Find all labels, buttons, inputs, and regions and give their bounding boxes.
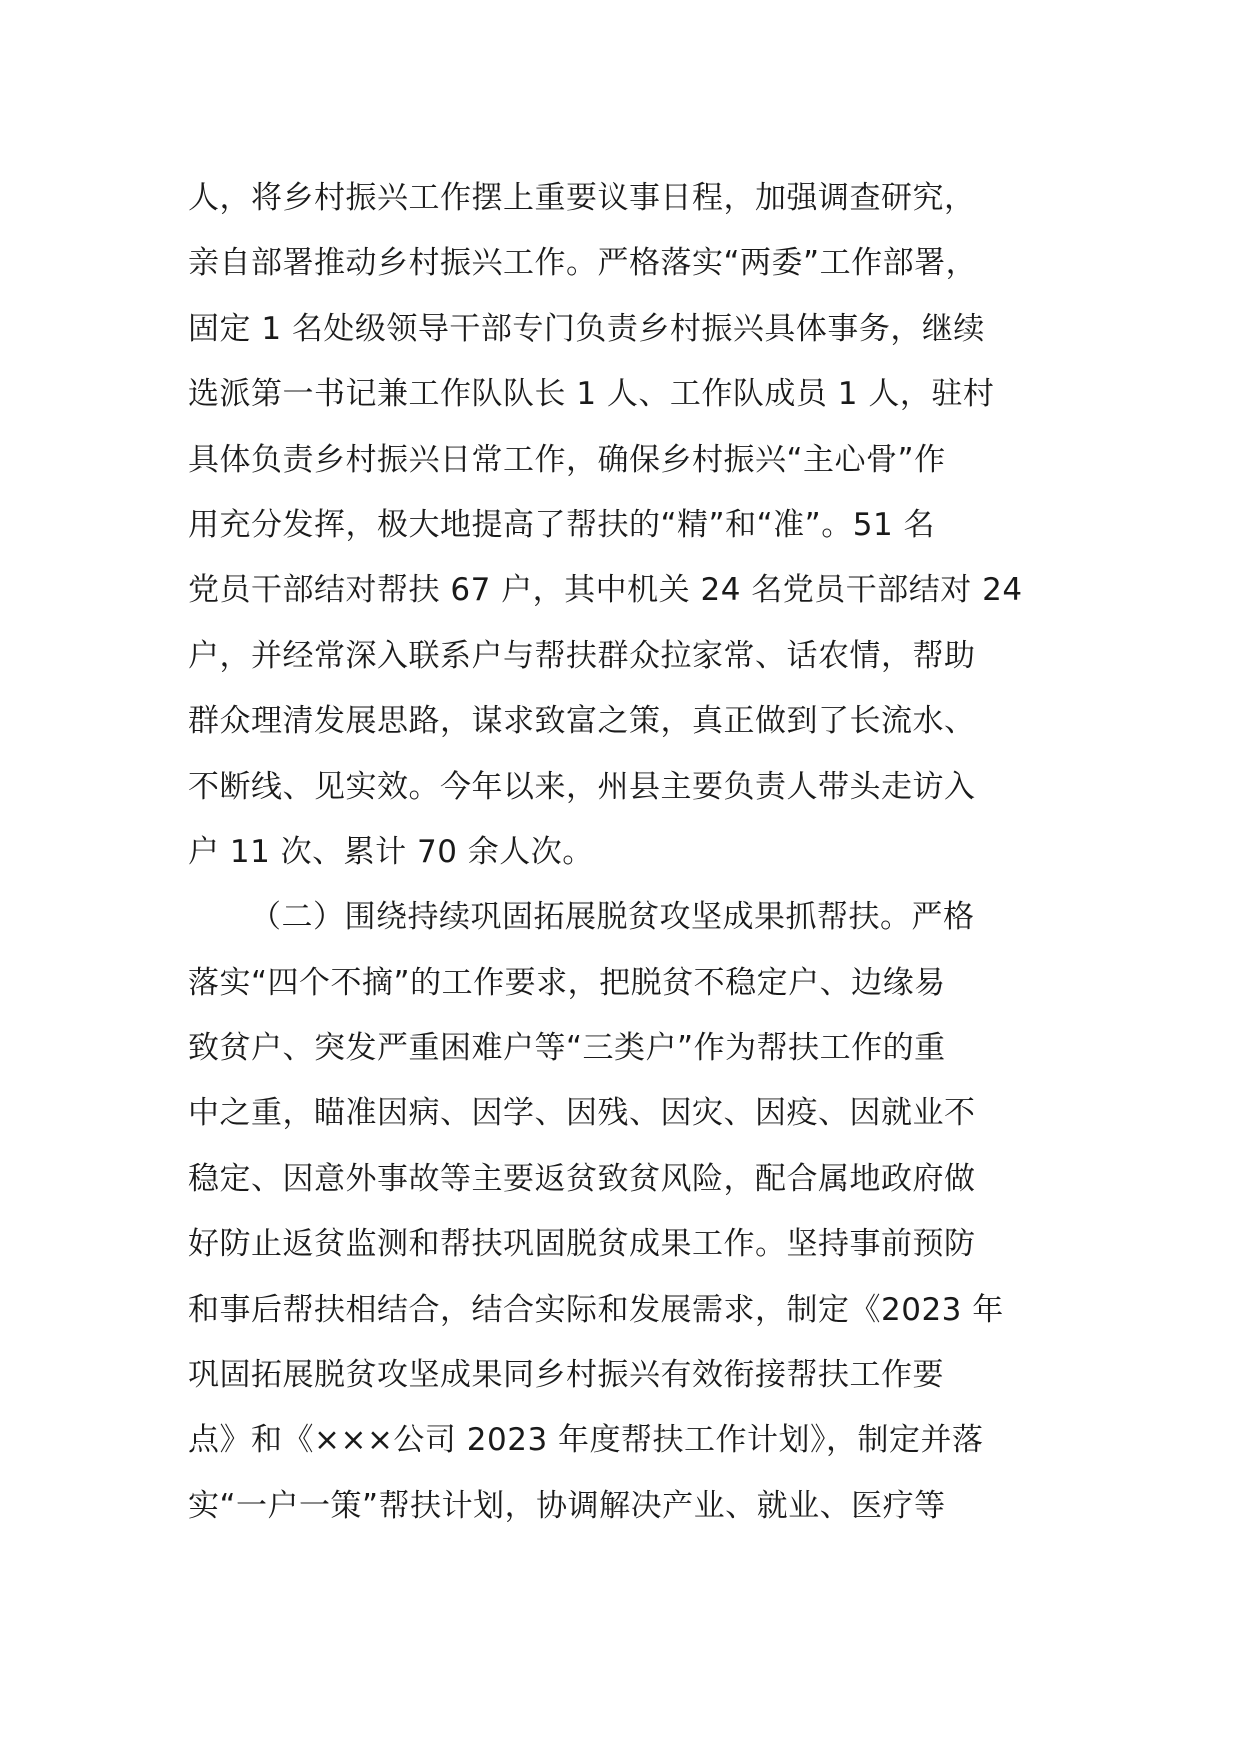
text-line: 具体负责乡村振兴日常工作，确保乡村振兴“主心骨”作: [188, 441, 946, 478]
text-line: 固定 1 名处级领导干部专门负责乡村振兴具体事务，继续: [188, 310, 985, 347]
text-line: 户 11 次、累计 70 余人次。: [188, 833, 594, 870]
text-line: 不断线、见实效。今年以来，州县主要负责人带头走访入: [188, 768, 976, 805]
text-line: 稳定、因意外事故等主要返贫致贫风险，配合属地政府做: [188, 1160, 976, 1197]
text-line: 点》和《×××公司 2023 年度帮扶工作计划》，制定并落: [188, 1422, 984, 1459]
text-line: 巩固拓展脱贫攻坚成果同乡村振兴有效衔接帮扶工作要: [188, 1357, 944, 1394]
text-line: 落实“四个不摘”的工作要求，把脱贫不稳定户、边缘易: [188, 964, 946, 1001]
body-text: [188, 166, 1088, 1539]
text-line: 好防止返贫监测和帮扶巩固脱贫成果工作。坚持事前预防: [188, 1226, 976, 1263]
text-line: 人，将乡村振兴工作摆上重要议事日程，加强调查研究，: [188, 180, 976, 216]
text-line: 用充分发挥，极大地提高了帮扶的“精”和“准”。51 名: [188, 506, 936, 543]
text-line: 选派第一书记兼工作队队长 1 人、工作队成员 1 人，驻村: [188, 376, 995, 413]
text-line: 致贫户、突发严重困难户等“三类户”作为帮扶工作的重: [188, 1030, 946, 1067]
text-line: 户，并经常深入联系户与帮扶群众拉家常、话农情，帮助: [188, 637, 976, 674]
text-line: 和事后帮扶相结合，结合实际和发展需求，制定《2023 年: [188, 1291, 1004, 1328]
section-heading-line: （二）围绕持续巩固拓展脱贫攻坚成果抓帮扶。严格: [250, 899, 975, 936]
text-line: 实“一户一策”帮扶计划，协调解决产业、就业、医疗等: [188, 1487, 946, 1524]
text-line: 中之重，瞄准因病、因学、因残、因灾、因疫、因就业不: [188, 1095, 976, 1132]
text-line: 党员干部结对帮扶 67 户，其中机关 24 名党员干部结对 24: [188, 572, 1023, 609]
text-line: 群众理清发展思路，谋求致富之策，真正做到了长流水、: [188, 703, 976, 740]
text-line: 亲自部署推动乡村振兴工作。严格落实“两委”工作部署，: [188, 245, 978, 282]
